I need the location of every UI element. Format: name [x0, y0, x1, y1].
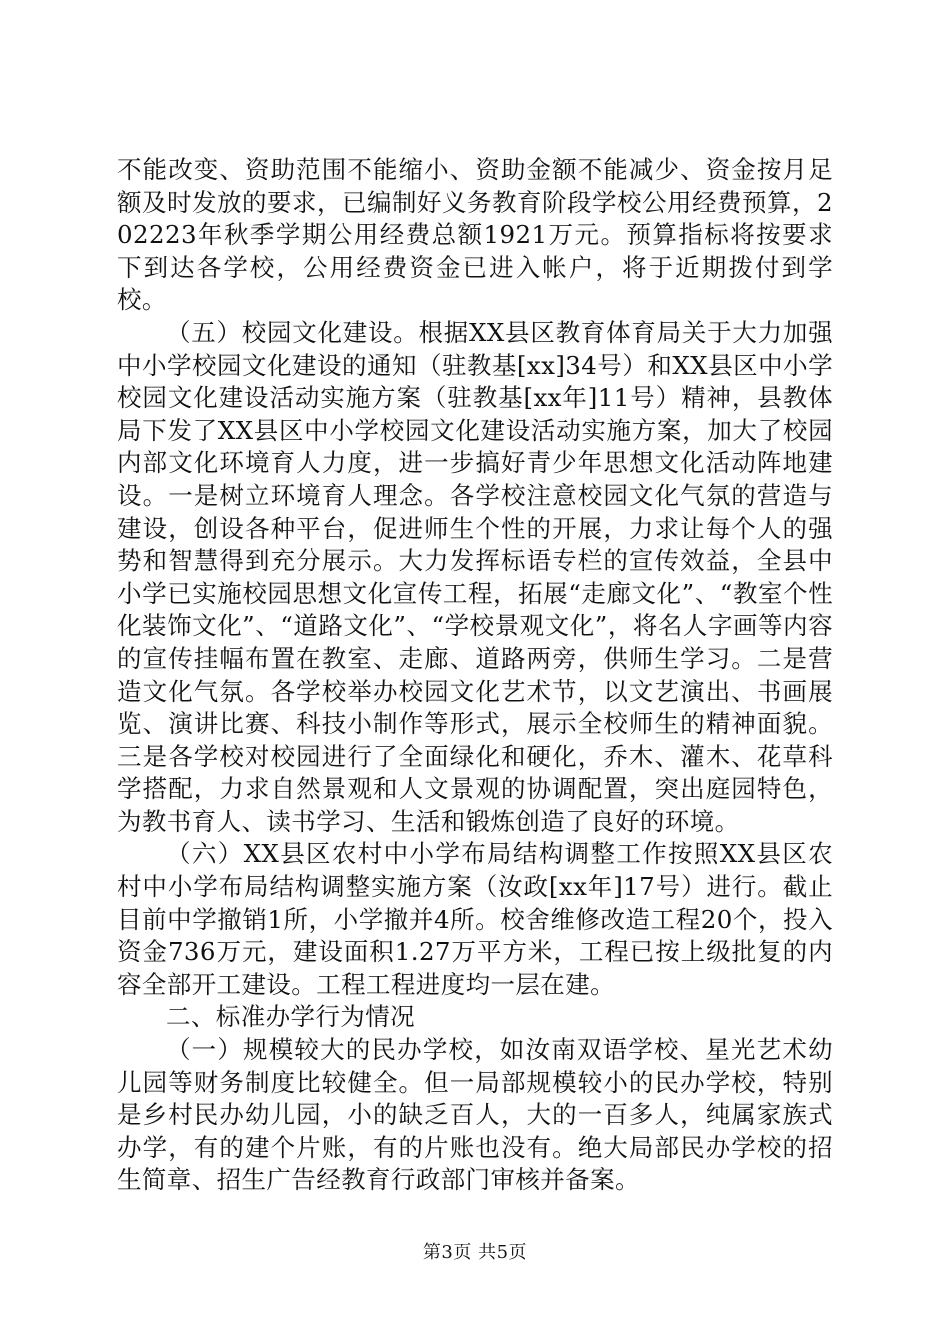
section-heading-standard-practice: 二、标准办学行为情况 [166, 1002, 415, 1032]
document-body [117, 154, 833, 1197]
paragraph-campus-culture: （五）校园文化建设。根据XX县区教育体育局关于大力加强中小学校园文化建设的通知（驻教基[xx]34号）和XX县区中小学校园文化建设活动实施方案（驻教基[xx年]11号）精神，县教体局下发了XX县区中小学校园文化建设活动实施方案，加大了校园内部文化环境育人力度，进一步搞好青少年思想文化活动阵地建设。一是树立环境育人理念。各学校注意校园文化气氛的营造与建设，创设各种平台，促进师生个性的开展，力求让每个人的强势和智慧得到充分展示。大力发挥标语专栏的宣传效益，全县中小学已实施校园思想文化宣传工程，拓展“走廊文化”、“教室个性化装饰文化”、“道路文化”、“学校景观文化”，将名人字画等内容的宣传挂幅布置在教室、走廊、道路两旁，供师生学习。二是营造文化气氛。各学校举办校园文化艺术节，以文艺演出、书画展览、演讲比赛、科技小制作等形式，展示全校师生的精神面貌。三是各学校对校园进行了全面绿化和硬化，乔木、灌木、花草科学搭配，力求自然景观和人文景观的协调配置，突出庭园特色，为教书育人、读书学习、生活和锻炼创造了良好的环境。 [117, 317, 833, 836]
paragraph-private-schools: （一）规模较大的民办学校，如汝南双语学校、星光艺术幼儿园等财务制度比较健全。但一局部规模较小的民办学校，特别是乡村民办幼儿园，小的缺乏百人，大的一百多人，纯属家族式办学，有的建个片账，有的片账也没有。绝大局部民办学校的招生简章、招生广告经教育行政部门审核并备案。 [117, 1035, 833, 1195]
page-number-footer: 第3页 共5页 [422, 1242, 528, 1263]
paragraph-continuation: 不能改变、资助范围不能缩小、资助金额不能减少、资金按月足额及时发放的要求，已编制好义务教育阶段学校公用经费预算，202223年秋季学期公用经费总额1921万元。预算指标将按要求下到达各学校，公用经费资金已进入帐户，将于近期拨付到学校。 [117, 155, 833, 315]
paragraph-school-layout-adjustment: （六）XX县区农村中小学布局结构调整工作按照XX县区农村中小学布局结构调整实施方案（汝政[xx年]17号）进行。截止目前中学撤销1所，小学撤并4所。校舍维修改造工程20个，投入资金736万元，建设面积1.27万平方米，工程已按上级批复的内容全部开工建设。工程工程进度均一层在建。 [117, 839, 833, 999]
